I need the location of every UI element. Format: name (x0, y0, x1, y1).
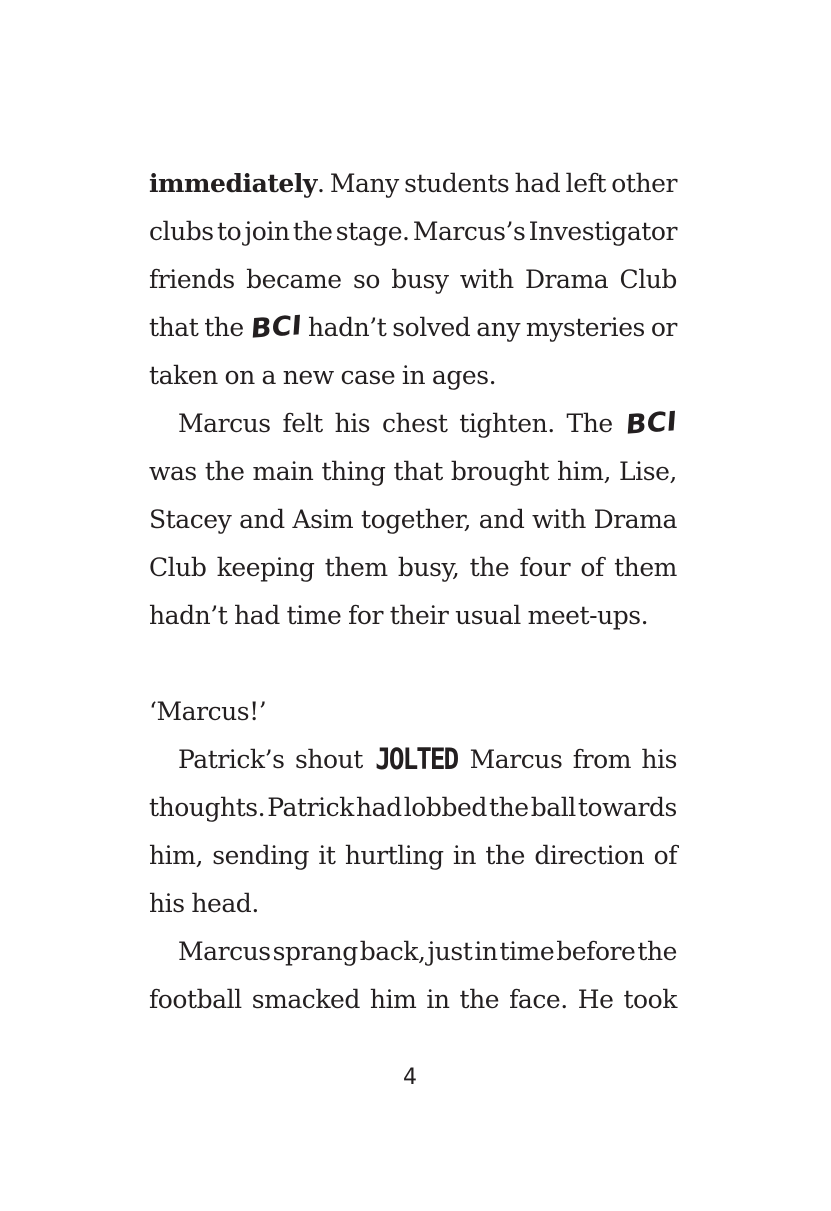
bci-logo-word: BCI (249, 310, 303, 345)
word: hurtling (344, 841, 444, 870)
word: busy, (397, 553, 460, 582)
word: Investigator (528, 217, 677, 246)
text-line-7 (149, 452, 677, 492)
word: Patrick (267, 793, 354, 822)
word: together, (361, 505, 471, 534)
word: sending (212, 841, 309, 870)
text-line-4 (149, 308, 677, 348)
text-line-10 (149, 596, 677, 636)
word: with (532, 505, 586, 534)
word: Drama (524, 265, 609, 294)
word: his (641, 745, 677, 774)
word: football (149, 985, 242, 1014)
word: main (252, 457, 314, 486)
word: ball (530, 793, 576, 822)
word: solved (392, 313, 471, 342)
word: time (499, 937, 555, 966)
word: Asim (292, 505, 354, 534)
word: taken (149, 361, 218, 390)
word: Club (149, 553, 207, 582)
word: to (216, 217, 242, 246)
word: in (401, 361, 426, 390)
word: four (519, 553, 571, 582)
text-line-5 (149, 356, 677, 396)
word: join (244, 217, 290, 246)
word: him, (149, 841, 203, 870)
word: direction (534, 841, 645, 870)
word: a (261, 361, 276, 390)
word: lobbed (403, 793, 487, 822)
word: Drama (593, 505, 677, 534)
word: time (286, 601, 342, 630)
text-line-11 (149, 692, 677, 732)
word: friends (149, 265, 235, 294)
word: for (348, 601, 383, 630)
word: new (282, 361, 334, 390)
word: had (514, 169, 561, 198)
page-number: 4 (403, 1065, 417, 1090)
word: in (426, 985, 450, 1014)
word: of (580, 553, 604, 582)
word: tighten. (459, 409, 555, 438)
word: The (566, 409, 613, 438)
word: had (355, 793, 402, 822)
word: busy (391, 265, 449, 294)
text-line-14 (149, 836, 677, 876)
text-line-2 (149, 212, 677, 252)
word: left (565, 169, 606, 198)
word: usual (455, 601, 521, 630)
word: stage. (335, 217, 410, 246)
word: the (637, 937, 677, 966)
word: the (204, 313, 244, 342)
word: so (352, 265, 380, 294)
word: it (318, 841, 336, 870)
word: mysteries (525, 313, 645, 342)
word: with (459, 265, 514, 294)
word: thoughts. (149, 793, 266, 822)
text-line-6 (178, 404, 677, 444)
word: smacked (251, 985, 360, 1014)
word: his (149, 889, 185, 918)
word: Marcus (469, 745, 563, 774)
word: that (393, 457, 443, 486)
word: the (489, 793, 529, 822)
word: before (556, 937, 636, 966)
text-line-15 (149, 884, 677, 924)
word: ‘Marcus!’ (149, 697, 267, 726)
word: of (653, 841, 677, 870)
text-line-3 (149, 260, 677, 300)
word: towards (577, 793, 677, 822)
word: keeping (216, 553, 315, 582)
word: clubs (149, 217, 214, 246)
word: them (324, 553, 388, 582)
word: back, (359, 937, 426, 966)
word: ages. (431, 361, 497, 390)
word: on (224, 361, 255, 390)
word: face. (509, 985, 568, 1014)
word: was (149, 457, 197, 486)
word: in (474, 937, 498, 966)
text-line-12 (178, 740, 677, 780)
word: Marcus (178, 937, 271, 966)
jolted-display-word: JOLTED (375, 743, 458, 777)
word: and (239, 505, 285, 534)
text-line-1: immediately. Many students had left other (149, 164, 677, 204)
word: students (404, 169, 510, 198)
word: that (149, 313, 199, 342)
word: any (476, 313, 521, 342)
word: just (427, 937, 473, 966)
word: them (614, 553, 677, 582)
word: Marcus (178, 409, 271, 438)
word: him, (557, 457, 611, 486)
word: hadn’t (307, 313, 387, 342)
word: and (478, 505, 525, 534)
word: thing (321, 457, 386, 486)
word: Club (619, 265, 677, 294)
word: the (485, 841, 526, 870)
word: in (452, 841, 477, 870)
bold-word: immediately (149, 169, 318, 198)
text-line-17 (149, 980, 677, 1020)
word: brought (450, 457, 549, 486)
word: their (389, 601, 449, 630)
text-line-8 (149, 500, 677, 540)
word: his (334, 409, 371, 438)
word: or (650, 313, 677, 342)
word: the (459, 985, 500, 1014)
word: chest (381, 409, 448, 438)
word: him (369, 985, 417, 1014)
word: the (469, 553, 510, 582)
word: shout (294, 745, 363, 774)
text-line-9 (149, 548, 677, 588)
word: head. (191, 889, 259, 918)
word: felt (282, 409, 323, 438)
word: from (572, 745, 631, 774)
text-line-13 (149, 788, 677, 828)
bci-logo-word: BCI (624, 406, 678, 441)
word: sprang (272, 937, 358, 966)
word: took (623, 985, 677, 1014)
word: the (292, 217, 333, 246)
word: meet-ups. (527, 601, 649, 630)
word: Patrick’s (178, 745, 285, 774)
word: case (340, 361, 396, 390)
word: hadn’t (149, 601, 228, 630)
word: Lise, (619, 457, 677, 486)
word: Many (329, 169, 399, 198)
word: the (204, 457, 245, 486)
word: other (611, 169, 677, 198)
word: had (234, 601, 280, 630)
word: Marcus’s (412, 217, 526, 246)
word: He (577, 985, 614, 1014)
word: Stacey (149, 505, 232, 534)
word: became (246, 265, 342, 294)
text-line-16 (178, 932, 677, 972)
